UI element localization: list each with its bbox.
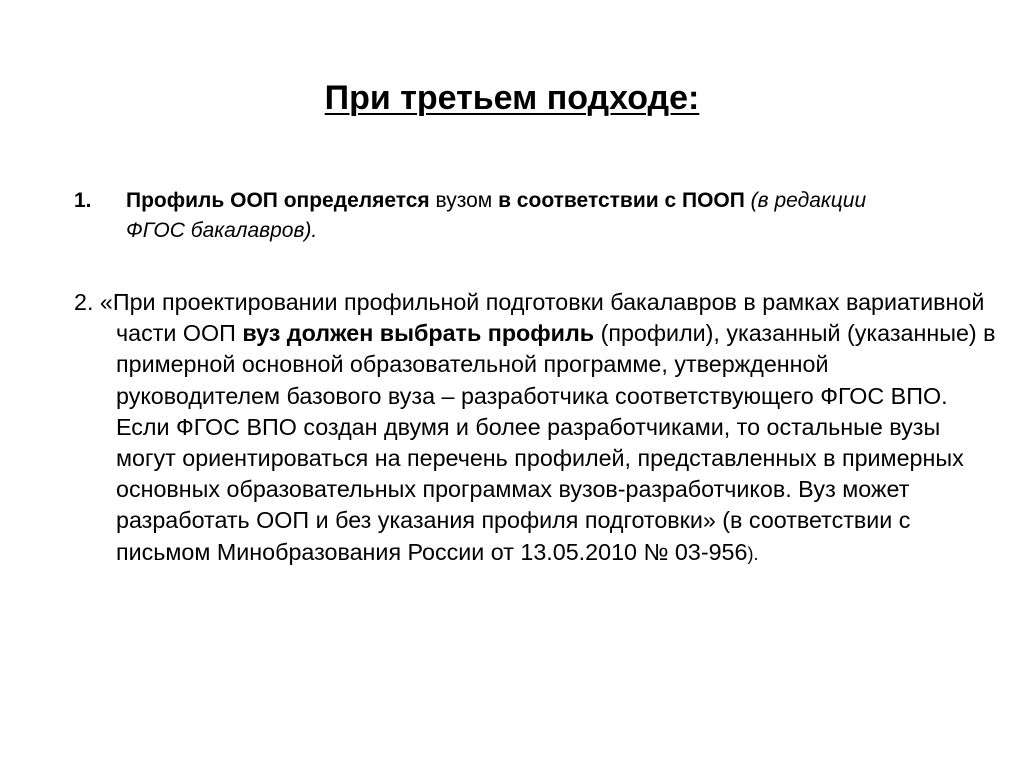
list-item-2-intro: 2. «При проектировании профильной подготовки бакалавров в рамках вариативной части ООП <box>74 289 985 347</box>
list-item-2-body: (профили), указанный (указанные) в примерной основной образовательной программе, утвержденной руководителем базового вуза – разработчика соответствующего ФГОС ВПО. Если ФГОС ВПО создан двумя и более разработчиками, то остальные вузы могут ориентироваться на перечень профилей, представленных в примерных основных образовательных программах вузов-разработчиков. Вуз может разработать ООП и без указания профиля подготовки» (в соответствии с письмом Минобразования России от 13.05.2010 № 03-956 <box>116 320 996 565</box>
list-item-2-end: ). <box>747 543 759 564</box>
list-item-1-vuzom: вузом <box>429 189 499 212</box>
list-item-1-number: 1. <box>74 189 92 212</box>
slide-title-text: При третьем подходе: <box>324 79 700 117</box>
slide-title <box>0 76 1024 120</box>
list-item-1-bold-profile: Профиль ООП определяется <box>126 189 430 212</box>
list-item-1 <box>74 186 904 246</box>
list-item-2 <box>74 287 996 570</box>
list-item-1-italic-note: (в редакции ФГОС бакалавров). <box>126 189 867 242</box>
list-item-2-bold-profile: вуз должен выбрать профиль <box>242 320 595 347</box>
list-item-1-bold-pooop: в соответствии с ПООП <box>498 189 745 212</box>
list-item-1-text <box>126 186 904 246</box>
